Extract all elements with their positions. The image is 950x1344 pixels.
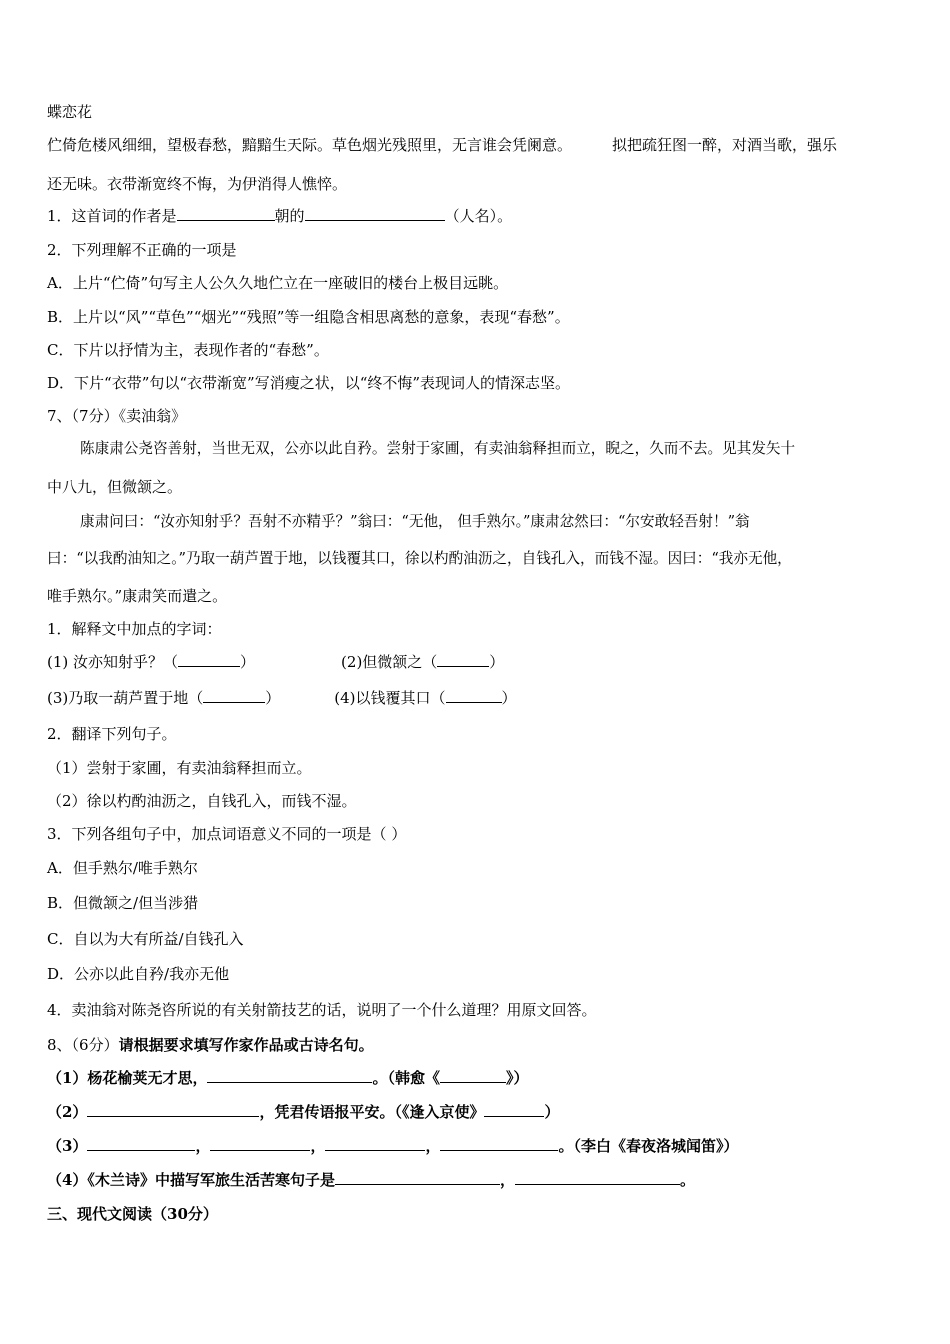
- answer-blank[interactable]: [484, 1102, 544, 1117]
- q7-sub4: 4．卖油翁对陈尧咨所说的有关射箭技艺的话，说明了一个什么道理？用原文回答。: [47, 1001, 597, 1019]
- q7-heading: 7、（7分）《卖油翁》: [47, 407, 187, 425]
- q8-heading-score: 8、（6分）: [47, 1036, 119, 1054]
- passage-p2b: 曰：“以我酌油知之。”乃取一葫芦置于地，以钱覆其口，徐以杓酌油沥之，自钱孔入，而钱不湿。因曰：“我亦无他，: [47, 550, 792, 567]
- answer-blank[interactable]: [325, 1136, 425, 1151]
- q7-sub1: 1．解释文中加点的字词：: [47, 620, 222, 638]
- section-heading: 三、现代文阅读（30分）: [47, 1205, 218, 1223]
- poem-line-2: 还无味。衣带渐宽终不悔，为伊消得人憔悴。: [47, 175, 348, 193]
- q8-l2a: （2）: [47, 1103, 88, 1121]
- paren-close: ）: [240, 653, 256, 671]
- answer-blank[interactable]: [446, 688, 502, 703]
- q7-option-b: B．但微颔之/但当涉猎: [47, 894, 199, 912]
- answer-blank[interactable]: [210, 1136, 310, 1151]
- poem-line-1: [47, 135, 837, 155]
- option-a: A．上片“伫倚”句写主人公久久地伫立在一座破旧的楼台上极目远眺。: [47, 274, 509, 292]
- q8-l2b: ，凭君传语报平安。（《逢入京使》: [259, 1103, 485, 1121]
- answer-blank[interactable]: [178, 652, 240, 667]
- q8-l4c: 。: [679, 1171, 695, 1189]
- q8-l1c: 》）: [505, 1069, 529, 1087]
- question-poem-2: 2．下列理解不正确的一项是: [47, 241, 237, 259]
- item-1: (1) 汝亦知射乎？（: [47, 653, 179, 671]
- answer-blank[interactable]: [87, 1102, 259, 1117]
- q8-l3a: （3）: [47, 1137, 88, 1155]
- q1-text-c: （人名）。: [444, 207, 513, 225]
- answer-blank[interactable]: [335, 1170, 500, 1185]
- option-d: D．下片“衣带”句以“衣带渐宽”写消瘦之状，以“终不悔”表现词人的情深志坚。: [47, 374, 571, 392]
- poem-title: 蝶恋花: [47, 103, 93, 121]
- q8-line-1: [47, 1068, 528, 1088]
- q7-option-c: C．自以为大有所益/自钱孔入: [47, 930, 244, 948]
- q1-text-b: 朝的: [274, 207, 305, 225]
- item-3: (3)乃取一葫芦置于地（: [47, 689, 204, 707]
- comma: ，: [425, 1137, 441, 1155]
- q8-heading-text: 请根据要求填写作家作品或古诗名句。: [118, 1036, 374, 1054]
- q8-l3end: 。（李白《春夜洛城闻笛》）: [558, 1137, 739, 1155]
- q8-l4a: （4）《木兰诗》中描写军旅生活苦寒句子是: [47, 1171, 335, 1189]
- translate-1: （1）尝射于家圃，有卖油翁释担而立。: [47, 759, 312, 777]
- q8-line-2: [47, 1102, 559, 1122]
- passage-p1b: 中八九，但微颔之。: [47, 478, 183, 496]
- q8-line-4: [47, 1170, 695, 1190]
- comma: ，: [310, 1137, 326, 1155]
- answer-blank[interactable]: [437, 652, 489, 667]
- q8-l2c: ）: [544, 1103, 560, 1121]
- q7-items-row2: [47, 688, 517, 708]
- passage-p2a: 康肃问曰：“汝亦知射乎？吾射不亦精乎？”翁曰：“无他， 但手熟尔。”康肃忿然曰：“尔安敢轻吾射！”翁: [80, 513, 750, 530]
- q1-text-a: 1．这首词的作者是: [47, 207, 177, 225]
- answer-blank[interactable]: [203, 688, 265, 703]
- q8-l4b: ，: [499, 1171, 515, 1189]
- item-2: (2)但微颔之（: [341, 653, 438, 671]
- q8-l1a: （1）杨花榆荚无才思，: [47, 1069, 208, 1087]
- item-4: (4)以钱覆其口（: [334, 689, 446, 707]
- q7-sub3: 3．下列各组句子中，加点词语意义不同的一项是（ ）: [47, 825, 407, 843]
- q8-l1b: 。（韩愈《: [372, 1069, 440, 1087]
- q7-sub2: 2．翻译下列句子。: [47, 725, 177, 743]
- q7-option-d: D．公亦以此自矜/我亦无他: [47, 965, 230, 983]
- q8-heading: [47, 1035, 374, 1055]
- answer-blank[interactable]: [515, 1170, 680, 1185]
- passage-p2c: 唯手熟尔。”康肃笑而遣之。: [47, 587, 228, 605]
- option-b: B．上片以“风”“草色”“烟光”“残照”等一组隐含相思离愁的意象，表现“春愁”。: [47, 308, 570, 326]
- translate-2: （2）徐以杓酌油沥之，自钱孔入，而钱不湿。: [47, 792, 357, 810]
- poem-line-1b: 拟把疏狂图一醉，对酒当歌，强乐: [612, 136, 838, 154]
- poem-line-1a: 伫倚危楼风细细，望极春愁，黯黯生天际。草色烟光残照里，无言谁会凭阑意。: [47, 136, 573, 154]
- answer-blank[interactable]: [440, 1136, 558, 1151]
- comma: ，: [195, 1137, 211, 1155]
- q8-line-3: [47, 1136, 739, 1156]
- passage-p1a: 陈康肃公尧咨善射，当世无双，公亦以此自矜。尝射于家圃，有卖油翁释担而立，睨之，久而不去。见其发矢十: [80, 440, 796, 457]
- paren-close: ）: [489, 653, 505, 671]
- option-c: C．下片以抒情为主，表现作者的“春愁”。: [47, 341, 329, 359]
- answer-blank[interactable]: [440, 1068, 506, 1083]
- q7-option-a: A．但手熟尔/唯手熟尔: [47, 859, 198, 877]
- paren-close: ）: [265, 689, 281, 707]
- q7-items-row1: [47, 652, 504, 672]
- answer-blank[interactable]: [177, 206, 275, 221]
- answer-blank[interactable]: [87, 1136, 195, 1151]
- question-poem-1: [47, 206, 512, 226]
- answer-blank[interactable]: [305, 206, 445, 221]
- answer-blank[interactable]: [207, 1068, 372, 1083]
- paren-close: ）: [501, 689, 517, 707]
